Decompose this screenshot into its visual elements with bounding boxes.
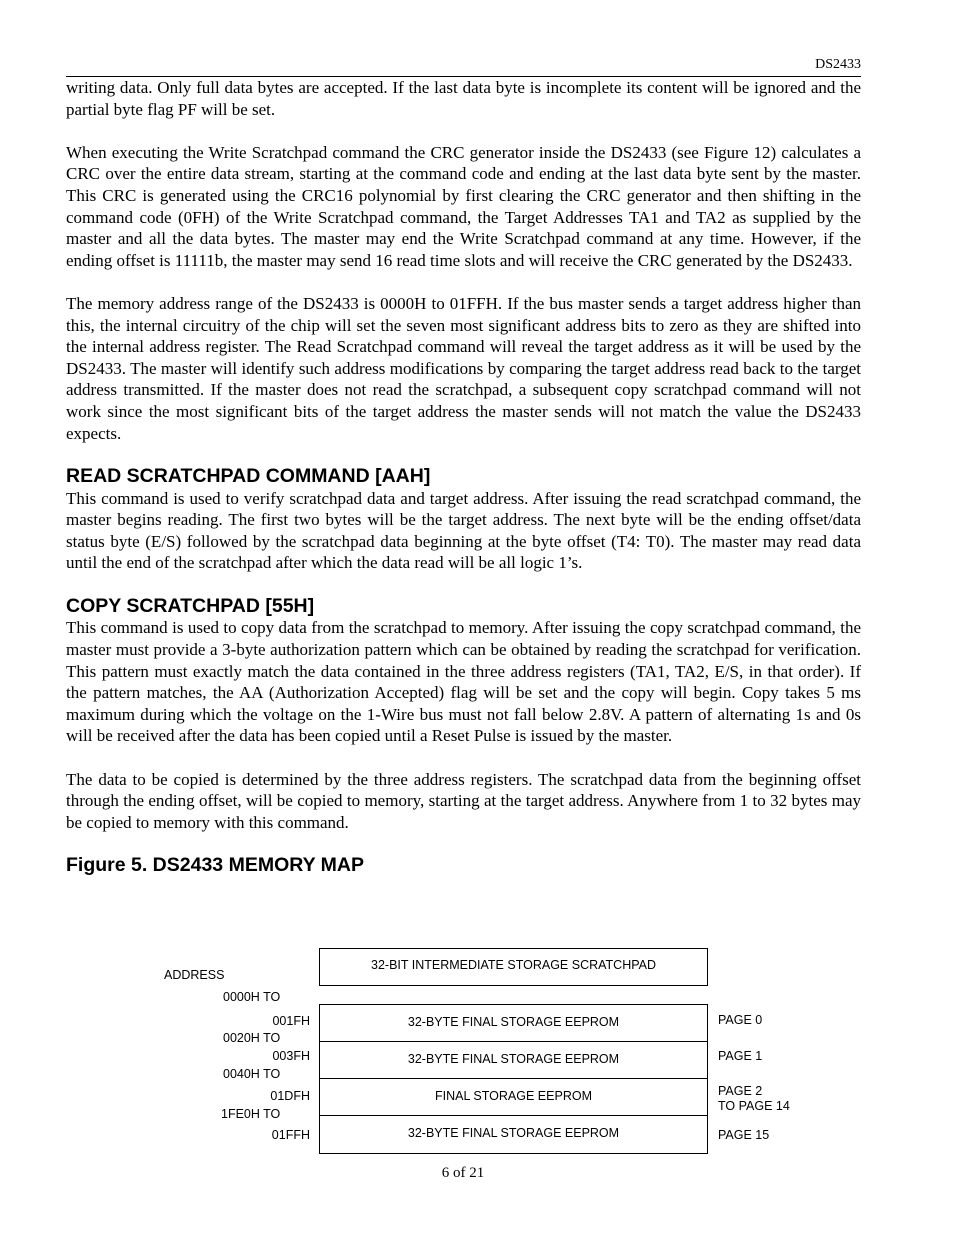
page-number: 6 of 21 bbox=[441, 1165, 485, 1181]
heading-copy-scratchpad: COPY SCRATCHPAD [55H] bbox=[66, 594, 315, 617]
address-start-0: 0000H TO bbox=[223, 990, 281, 1004]
memory-row-page-0 bbox=[319, 1004, 708, 1042]
memory-row-content: 32-BYTE FINAL STORAGE EEPROM bbox=[407, 1052, 620, 1066]
paragraph-read-scratchpad: This command is used to verify scratchpad data and target address. After issuing the read scratchpad command, the master begins reading. The first two bytes will be the target address. The next byte will be the ending offset/data status byte (E/S) followed by the scratchpad data beginning at the byte offset (T4: T0). The master may read data until the end of the scratchpad after which the data read will be all logic 1’s. bbox=[66, 488, 861, 573]
address-start-1: 0020H TO bbox=[223, 1031, 281, 1045]
document-body bbox=[66, 77, 861, 877]
document-id: DS2433 bbox=[815, 57, 861, 72]
address-end-3: 01FFH bbox=[271, 1128, 310, 1142]
memory-row-content: FINAL STORAGE EEPROM bbox=[435, 1089, 592, 1103]
memory-row-content: 32-BYTE FINAL STORAGE EEPROM bbox=[407, 1015, 620, 1029]
scratchpad-label: 32-BIT INTERMEDIATE STORAGE SCRATCHPAD bbox=[371, 958, 656, 972]
paragraph-partial-bytes: writing data. Only full data bytes are accepted. If the last data byte is incomplete its content will be ignored and the partial byte flag PF will be set. bbox=[66, 78, 861, 119]
address-start-3: 1FE0H TO bbox=[221, 1107, 281, 1121]
page-header bbox=[66, 56, 861, 77]
paragraph-crc: When executing the Write Scratchpad command the CRC generator inside the DS2433 (see Figure 12) calculates a CRC over the entire data stream, starting at the command code and ending at the last data byte sent by the master. This CRC is generated using the CRC16 polynomial by first clearing the CRC generator and then shifting in the command code (0FH) of the Write Scratchpad command, the Target Addresses TA1 and TA2 as supplied by the master and all the data bytes. The master may end the Write Scratchpad command at any time. However, if the ending offset is 11111b, the master may send 16 read time slots and will receive the CRC generated by the DS2433. bbox=[66, 142, 861, 270]
memory-row-content: 32-BYTE FINAL STORAGE EEPROM bbox=[407, 1126, 620, 1140]
memory-row-page-1 bbox=[319, 1041, 708, 1079]
heading-read-scratchpad: READ SCRATCHPAD COMMAND [AAH] bbox=[66, 465, 431, 488]
address-end-1: 003FH bbox=[272, 1049, 310, 1063]
address-start-2: 0040H TO bbox=[223, 1067, 281, 1081]
page-label-1: PAGE 1 bbox=[718, 1049, 763, 1063]
memory-row-pages-2-14 bbox=[319, 1078, 708, 1116]
paragraph-address-range: The memory address range of the DS2433 is 0000H to 01FFH. If the bus master sends a target address higher than this, the internal circuitry of the chip will set the seven most significant address bits to zero as they are shifted into the internal address register. The Read Scratchpad command will reveal the target address as it will be used by the DS2433. The master will identify such address modifications by comparing the target address read back to the target address transmitted. If the master does not read the scratchpad, a subsequent copy scratchpad command will not work since the most significant bits of the target address the master sends will not match the value the DS2433 expects. bbox=[66, 293, 861, 443]
address-label: ADDRESS bbox=[164, 968, 225, 982]
paragraph-copy-scratchpad: This command is used to copy data from the scratchpad to memory. After issuing the copy scratchpad command, the master must provide a 3-byte authorization pattern which can be obtained by reading the scratchpad for verification. This pattern must exactly match the data contained in the three address registers (TA1, TA2, E/S, in that order). If the pattern matches, the AA (Authorization Accepted) flag will be set and the copy will begin. Copy takes 5 ms maximum during which the voltage on the 1-Wire bus must not fall below 2.8V. A pattern of alternating 1s and 0s will be received after the data has been copied until a Reset Pulse is issued by the master. bbox=[66, 618, 861, 746]
page-label-2-to-14: TO PAGE 14 bbox=[718, 1099, 790, 1113]
scratchpad-box bbox=[319, 948, 708, 986]
heading-figure-5: Figure 5. DS2433 MEMORY MAP bbox=[66, 854, 364, 877]
page-label-2: PAGE 2 bbox=[718, 1084, 763, 1098]
page-label-0: PAGE 0 bbox=[718, 1013, 763, 1027]
paragraph-copy-data: The data to be copied is determined by the three address registers. The scratchpad data from the beginning offset through the ending offset, will be copied to memory, starting at the target address. Anywhere from 1 to 32 bytes may be copied to memory with this command. bbox=[66, 769, 861, 832]
address-end-0: 001FH bbox=[272, 1014, 310, 1028]
address-end-2: 01DFH bbox=[270, 1089, 310, 1103]
memory-row-page-15 bbox=[319, 1115, 708, 1154]
page-label-15: PAGE 15 bbox=[718, 1128, 770, 1142]
